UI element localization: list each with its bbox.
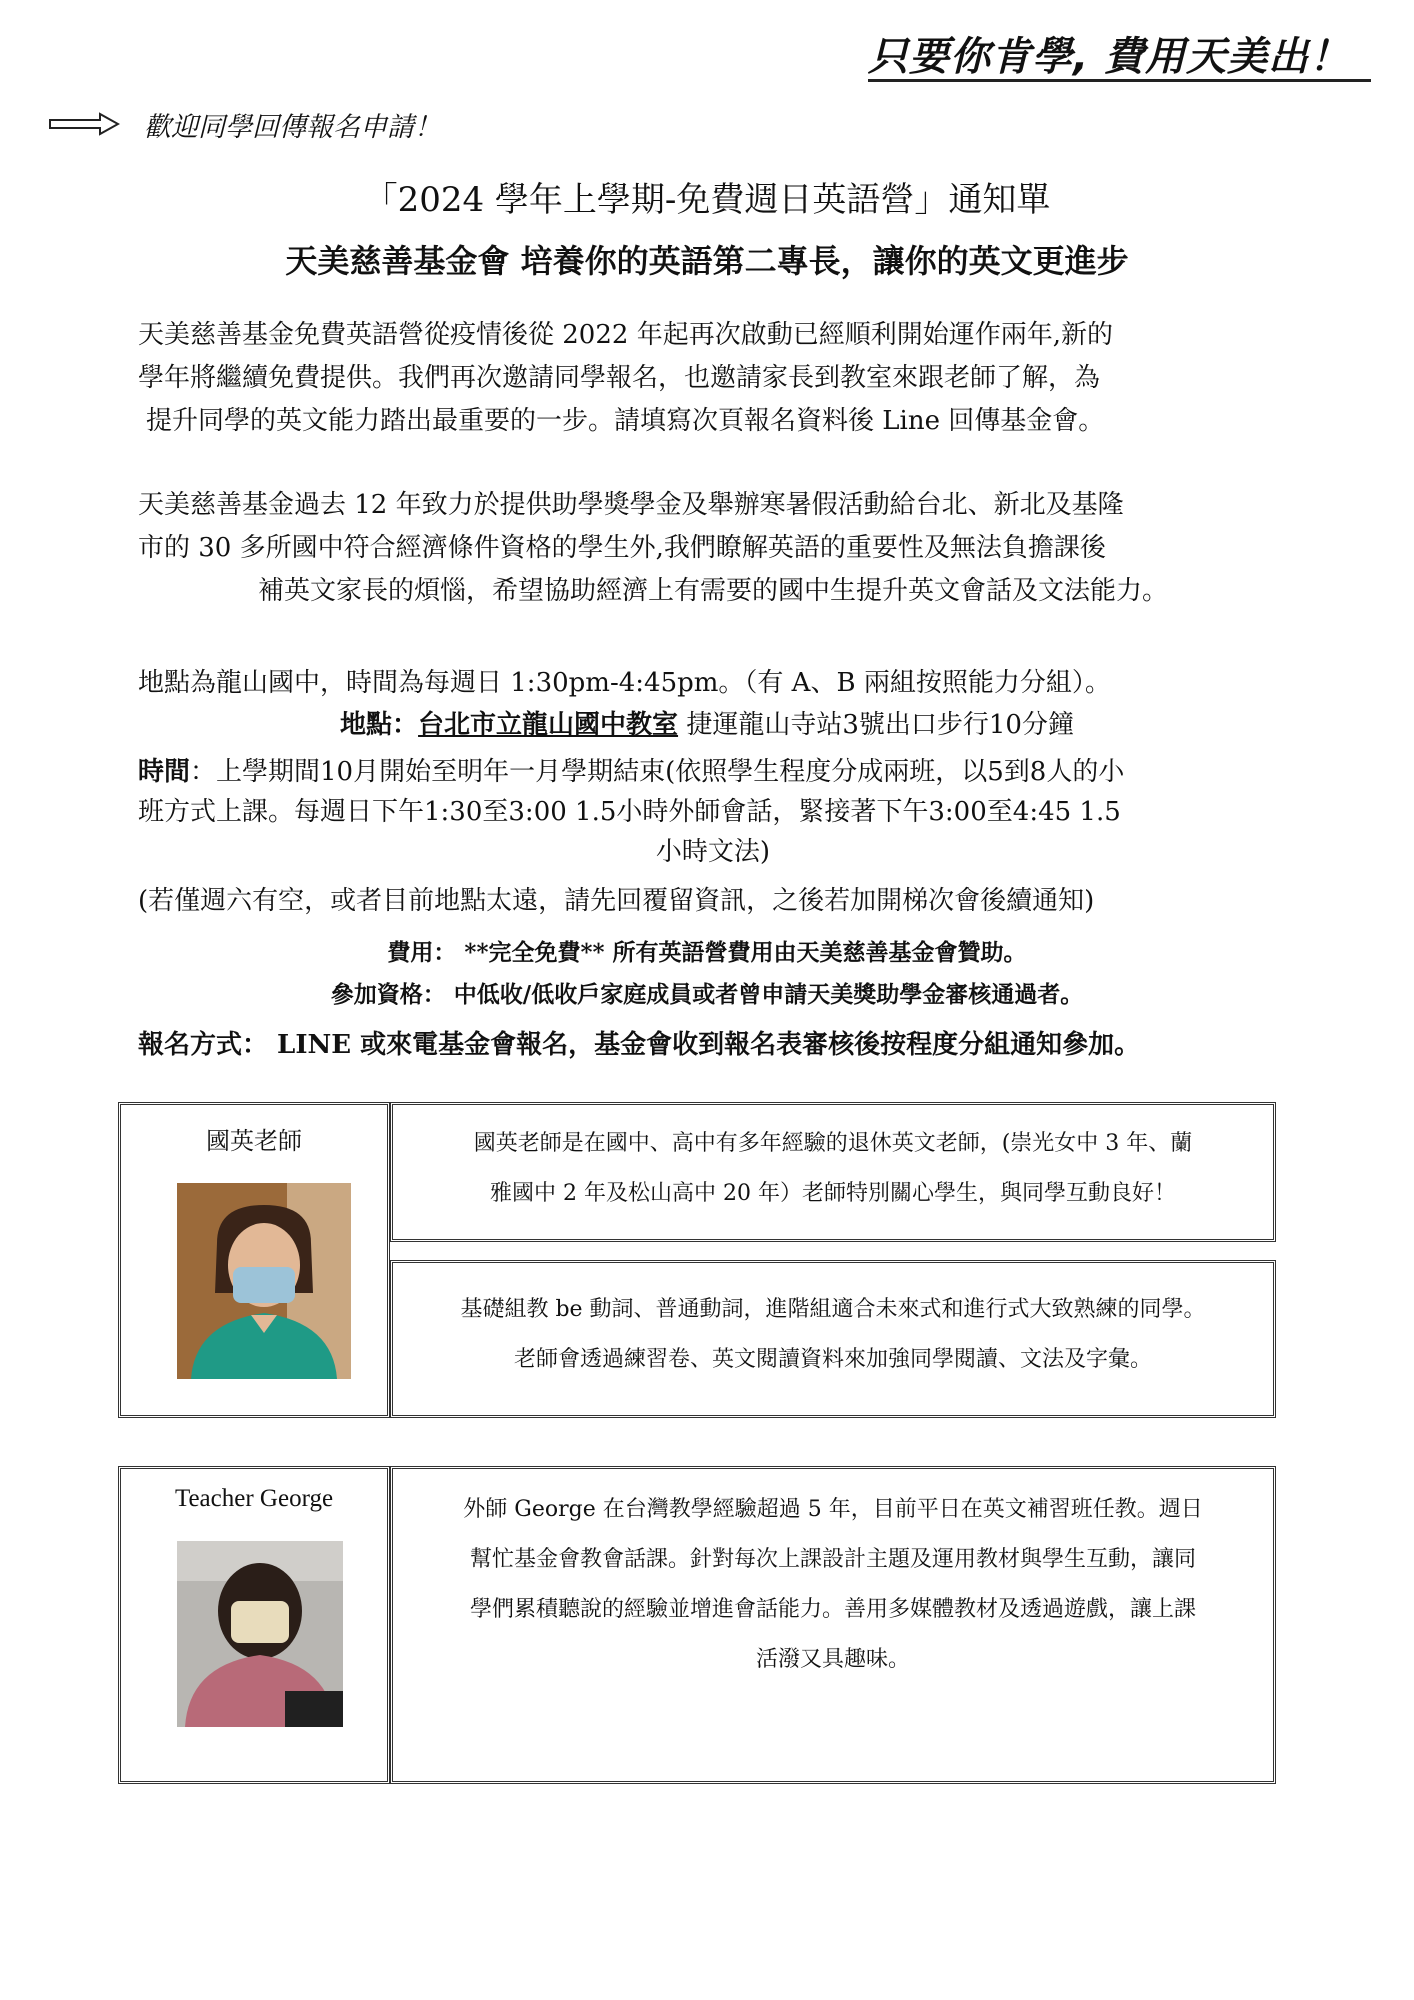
description-line: 外師 George 在台灣教學經驗超過 5 年，目前平日在英文補習班任教。週日 (463, 1497, 1203, 1522)
description-line: 基礎組教 be 動詞、普通動詞，進階組適合未來式和進行式大致熟練的同學。 (460, 1297, 1206, 1322)
registration-line: 報名方式： LINE 或來電基金會報名，基金會收到報名表審核後按程度分組通知參加。 (138, 1030, 1141, 1060)
teacher-photo (177, 1541, 343, 1727)
teacher-card-photo (118, 1102, 390, 1418)
slogan-banner: 只要你肯學, 費用天美出！ (868, 32, 1371, 82)
description-line: 老師會透過練習卷、英文閱讀資料來加強同學閱讀、文法及字彙。 (513, 1347, 1152, 1372)
description-line: 學們累積聽說的經驗並增進會話能力。善用多媒體教材及透過遊戲，讓上課 (469, 1597, 1196, 1622)
time-block (138, 752, 1288, 872)
description-line: 活潑又具趣味。 (755, 1647, 910, 1672)
notice-title: 「2024 學年上學期-免費週日英語營」通知單 (363, 180, 1051, 220)
right-arrow-outline-icon (48, 112, 120, 136)
fee-line: 費用： **完全免費** 所有英語營費用由天美慈善基金會贊助。 (387, 939, 1027, 966)
description-line: 幫忙基金會教會話課。針對每次上課設計主題及運用教材與學生互動，讓同 (469, 1547, 1196, 1572)
teacher-description-box (390, 1466, 1276, 1784)
teacher-description-box (390, 1102, 1276, 1242)
location-value: 台北市立龍山國中教室 (418, 710, 679, 740)
teacher-description-box (390, 1260, 1276, 1418)
time-label: 時間 (138, 757, 191, 787)
teacher-card-photo (118, 1466, 390, 1784)
paragraph-line: 提升同學的英文能力踏出最重要的一步。請填寫次頁報名資料後 Line 回傳基金會。 (146, 406, 1105, 436)
teacher-description (393, 1285, 1273, 1385)
description-line: 雅國中 2 年及松山高中 20 年）老師特別關心學生，與同學互動良好！ (490, 1181, 1176, 1206)
schedule-summary: 地點為龍山國中，時間為每週日 1:30pm-4:45pm。（有 A、B 兩組按照能力分組）。 (138, 668, 1111, 698)
teacher-description (393, 1485, 1273, 1685)
description-line: 國英老師是在國中、高中有多年經驗的退休英文老師，(崇光女中 3 年、蘭 (473, 1131, 1193, 1156)
paragraph-line: 天美慈善基金過去 12 年致力於提供助學獎學金及舉辦寒暑假活動給台北、新北及基隆 (138, 490, 1124, 520)
paragraph-line: 補英文家長的煩惱，希望協助經濟上有需要的國中生提升英文會話及文法能力。 (257, 576, 1168, 606)
intro-paragraph-2 (138, 484, 1288, 613)
location-label: 地點： (340, 710, 419, 740)
teacher-description (393, 1119, 1273, 1219)
time-line: 班方式上課。每週日下午1:30至3:00 1.5小時外師會話，緊接著下午3:00至4:45 1.5 (138, 797, 1121, 827)
qualification-line: 參加資格： 中低收/低收戶家庭成員或者曾申請天美獎助學金審核通過者。 (330, 981, 1084, 1008)
teacher-name: 國英老師 (206, 1127, 302, 1155)
time-line: 小時文法) (655, 837, 771, 867)
welcome-line (48, 104, 441, 144)
intro-paragraph-1 (138, 314, 1288, 443)
location-note: 捷運龍山寺站3號出口步行10分鐘 (678, 710, 1074, 740)
welcome-text: 歡迎同學回傳報名申請！ (144, 111, 441, 143)
teacher-name: Teacher George (174, 1485, 334, 1512)
notice-subtitle: 天美慈善基金會 培養你的英語第二專長，讓你的英文更進步 (285, 242, 1129, 280)
location-line (0, 704, 1414, 741)
paragraph-line: 天美慈善基金免費英語營從疫情後從 2022 年起再次啟動已經順利開始運作兩年,新的 (138, 320, 1113, 350)
paragraph-line: 學年將繼續免費提供。我們再次邀請同學報名，也邀請家長到教室來跟老師了解，為 (138, 363, 1101, 393)
teacher-photo (177, 1183, 351, 1379)
paragraph-line: 市的 30 多所國中符合經濟條件資格的學生外,我們瞭解英語的重要性及無法負擔課後 (138, 533, 1106, 563)
saturday-note: (若僅週六有空，或者目前地點太遠，請先回覆留資訊，之後若加開梯次會後續通知) (138, 886, 1095, 916)
time-line: ：上學期間10月開始至明年一月學期結束(依照學生程度分成兩班，以5到8人的小 (190, 757, 1125, 787)
